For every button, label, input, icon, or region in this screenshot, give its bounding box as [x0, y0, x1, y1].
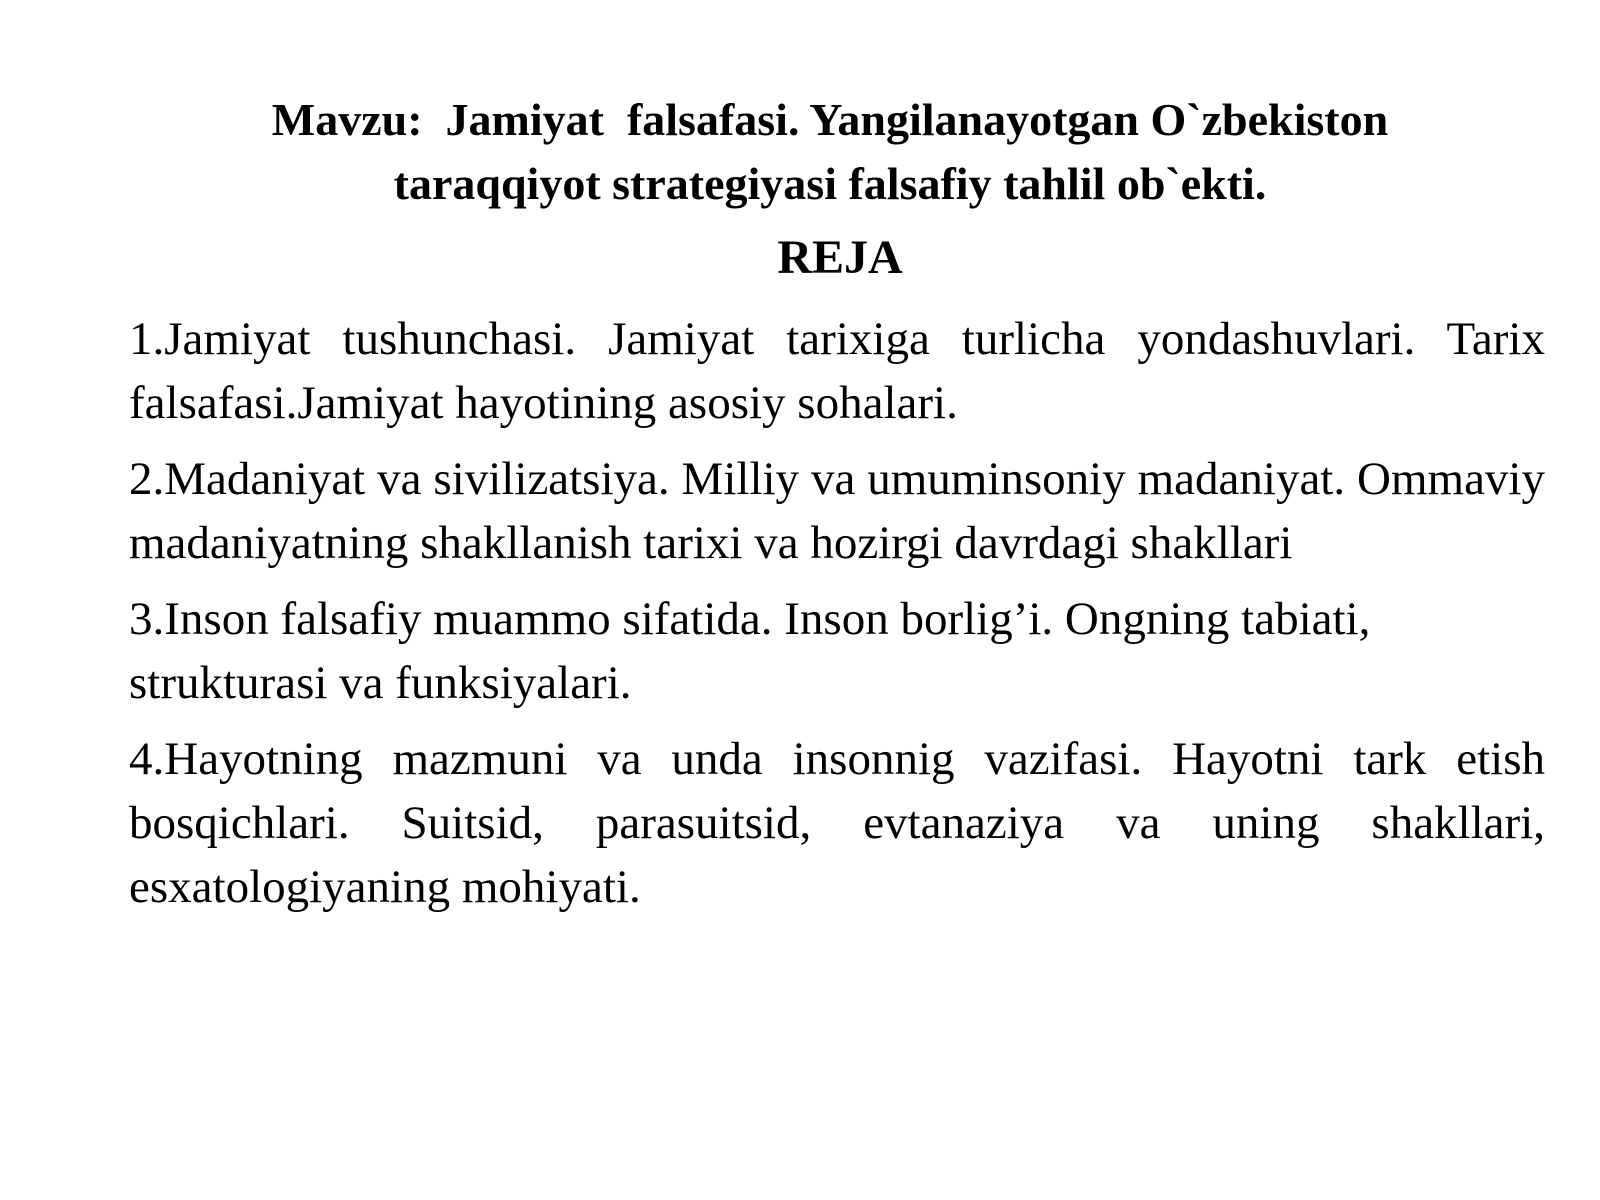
slide-title-line: Mavzu: Jamiyat falsafasi. Yangilanayotgan O`zbekiston	[271, 94, 1389, 145]
slide-title-line: taraqqiyot strategiyasi falsafiy tahlil ob`ekti.	[393, 158, 1267, 209]
plan-item-1: 1.Jamiyat tushunchasi. Jamiyat tarixiga turlicha yondashuvlari. Tarix falsafasi.Jamiyat hayotining asosiy sohalari.	[129, 313, 1545, 429]
plan-item-4: 4.Hayotning mazmuni va unda insonnig vazifasi. Hayotni tark etish bosqichlari. Suitsid, parasuitsid, evtanaziya va uning shakllari, esxatologiyaning mohiyati.	[129, 733, 1545, 913]
section-heading: REJA	[777, 231, 903, 284]
plan-list	[129, 307, 1545, 931]
plan-item-3: 3.Inson falsafiy muammo sifatida. Inson borlig’i. Ongning tabiati, strukturasi va funksiyalari.	[129, 593, 1371, 709]
slide-title	[170, 88, 1490, 216]
plan-item-2: 2.Madaniyat va sivilizatsiya. Milliy va umuminsoniy madaniyat. Ommaviy madaniyatning shakllanish tarixi va hozirgi davrdagi shakllari	[129, 453, 1545, 569]
